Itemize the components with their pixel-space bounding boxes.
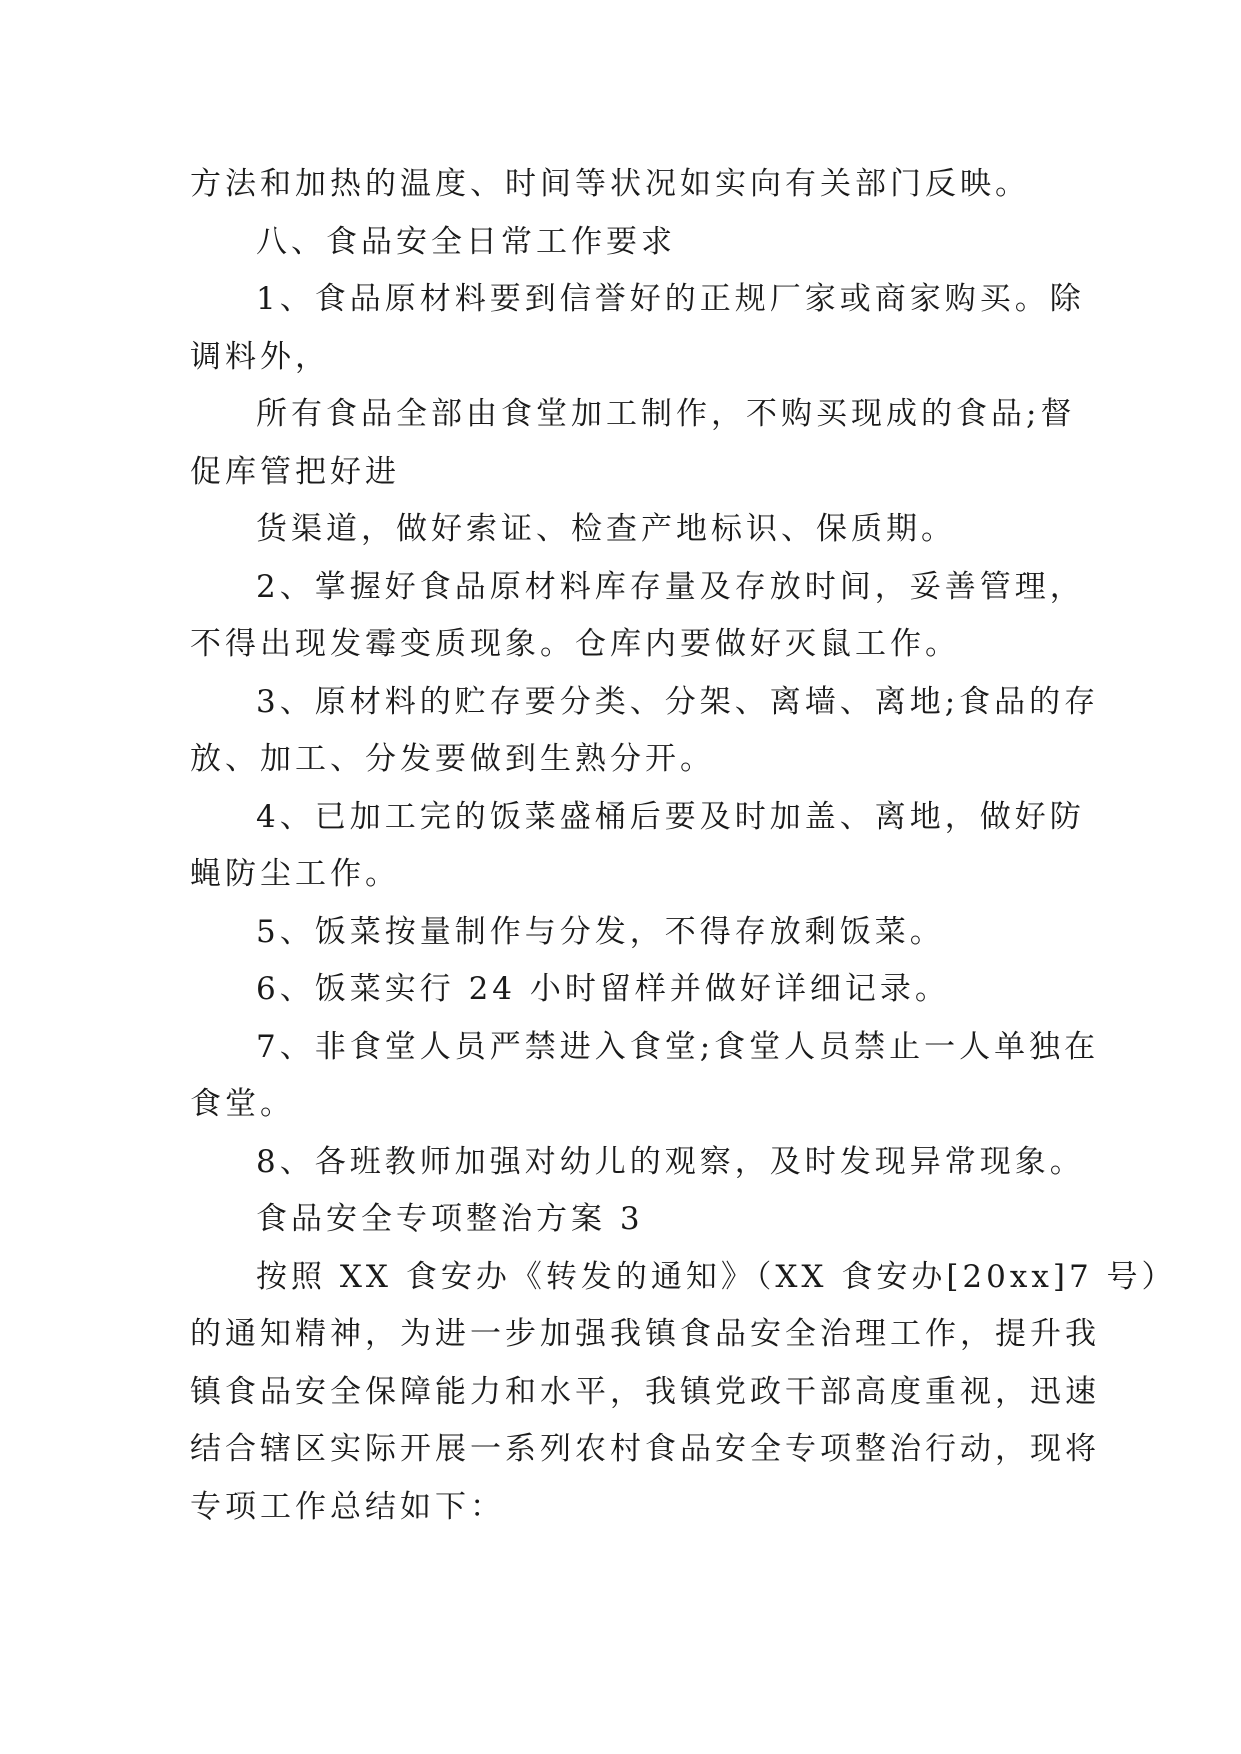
paragraph-line: 放、加工、分发要做到生熟分开。 <box>190 741 715 777</box>
paragraph-line: 促库管把好进 <box>190 453 400 490</box>
paragraph-line: 结合辖区实际开展一系列农村食品安全专项整治行动，现将 <box>190 1431 1100 1467</box>
paragraph-line: 方法和加热的温度、时间等状况如实向有关部门反映。 <box>190 166 1030 202</box>
paragraph-line: 所有食品全部由食堂加工制作，不购买现成的食品;督 <box>256 396 1076 432</box>
list-item: 7、非食堂人员严禁进入食堂;食堂人员禁止一人单独在 <box>256 1028 1100 1065</box>
list-item: 5、饭菜按量制作与分发，不得存放剩饭菜。 <box>256 913 945 950</box>
paragraph-line: 专项工作总结如下： <box>190 1488 505 1525</box>
list-item: 8、各班教师加强对幼儿的观察，及时发现异常现象。 <box>256 1143 1085 1180</box>
list-item: 6、饭菜实行 24 小时留样并做好详细记录。 <box>256 971 950 1007</box>
section-heading: 八、食品安全日常工作要求 <box>256 223 676 260</box>
paragraph-line: 的通知精神，为进一步加强我镇食品安全治理工作，提升我 <box>190 1316 1100 1352</box>
paragraph-line: 调料外， <box>190 338 330 375</box>
paragraph-line: 食堂。 <box>190 1086 295 1122</box>
paragraph-line: 镇食品安全保障能力和水平，我镇党政干部高度重视，迅速 <box>190 1373 1100 1410</box>
list-item: 2、掌握好食品原材料库存量及存放时间，妥善管理， <box>256 568 1085 605</box>
document-body <box>190 156 1177 1536</box>
list-item: 3、原材料的贮存要分类、分架、离墙、离地;食品的存 <box>256 683 1100 720</box>
section-title: 食品安全专项整治方案 3 <box>256 1201 644 1237</box>
paragraph-line: 按照 XX 食安办《转发的通知》（XX 食安办[20xx]7 号） <box>256 1258 1177 1295</box>
list-item: 4、已加工完的饭菜盛桶后要及时加盖、离地，做好防 <box>256 798 1085 835</box>
list-item: 1、食品原材料要到信誉好的正规厂家或商家购买。除 <box>256 281 1085 317</box>
paragraph-line: 货渠道，做好索证、检查产地标识、保质期。 <box>256 511 956 547</box>
paragraph-line: 不得出现发霉变质现象。仓库内要做好灭鼠工作。 <box>190 626 960 662</box>
paragraph-line: 蝇防尘工作。 <box>190 856 400 892</box>
